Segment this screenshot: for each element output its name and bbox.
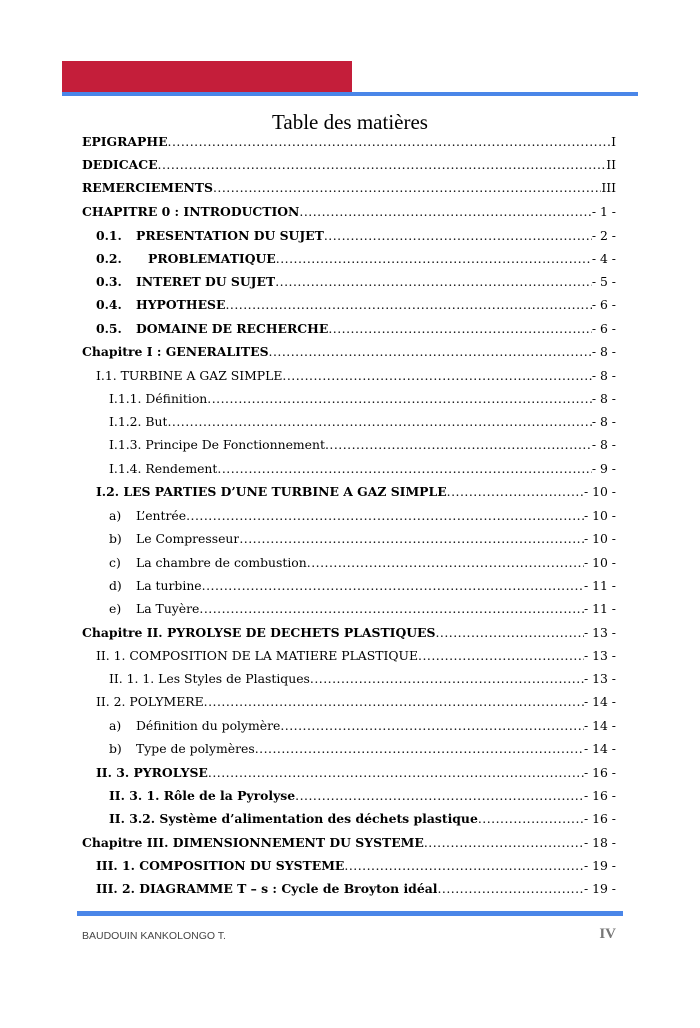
toc-entry-epigraphe[interactable]: EPIGRAPHE ..... I <box>82 134 616 150</box>
toc-entry-ii-1-1[interactable]: II. 1. 1. Les Styles de Plastiques ..... - 13 - <box>109 671 616 687</box>
toc-entry-ii-2-a[interactable]: a) Définition du polymère ..... - 14 - <box>109 718 616 734</box>
toc-entry-iii-2[interactable]: III. 2. DIAGRAMME T – s : Cycle de Broyton idéal ..... - 19 - <box>96 881 616 897</box>
toc-entry-ii-2-b[interactable]: b) Type de polymères ..... - 14 - <box>109 741 616 757</box>
footer-page-number: IV <box>599 926 616 942</box>
footer-author: BAUDOUIN KANKOLONGO T. <box>82 930 226 942</box>
toc-entry-chapitre-3[interactable]: Chapitre III. DIMENSIONNEMENT DU SYSTEME ..... - 18 - <box>82 835 616 851</box>
toc-entry-i-1-4[interactable]: I.1.4. Rendement ..... - 9 - <box>109 461 616 477</box>
toc-entry-i-2[interactable]: I.2. LES PARTIES D’UNE TURBINE A GAZ SIMPLE ..... - 10 - <box>96 484 616 500</box>
toc-entry-i-2-d[interactable]: d) La turbine ..... - 11 - <box>109 578 616 594</box>
footer-blue-rule <box>77 911 623 916</box>
toc-entry-0-1[interactable]: 0.1. PRESENTATION DU SUJET ..... - 2 - <box>96 228 616 244</box>
toc-entry-chapitre-1[interactable]: Chapitre I : GENERALITES ..... - 8 - <box>82 344 616 360</box>
toc-entry-0-3[interactable]: 0.3. INTERET DU SUJET ..... - 5 - <box>96 274 616 290</box>
toc-entry-ii-3-1[interactable]: II. 3. 1. Rôle de la Pyrolyse ..... - 16 - <box>109 788 616 804</box>
toc-entry-0-5[interactable]: 0.5. DOMAINE DE RECHERCHE ..... - 6 - <box>96 321 616 337</box>
toc-entry-chapitre-2[interactable]: Chapitre II. PYROLYSE DE DECHETS PLASTIQUES ..... - 13 - <box>82 625 616 641</box>
toc-entry-dedicace[interactable]: DEDICACE ..... II <box>82 157 616 173</box>
toc-entry-0-2[interactable]: 0.2. PROBLEMATIQUE ..... - 4 - <box>96 251 616 267</box>
toc-entry-chapitre-0[interactable]: CHAPITRE 0 : INTRODUCTION ..... - 1 - <box>82 204 616 220</box>
toc-entry-i-1[interactable]: I.1. TURBINE A GAZ SIMPLE ..... - 8 - <box>96 368 616 384</box>
toc-entry-ii-2[interactable]: II. 2. POLYMERE ..... - 14 - <box>96 694 616 710</box>
toc-entry-i-1-1[interactable]: I.1.1. Définition ..... - 8 - <box>109 391 616 407</box>
toc-entry-ii-3[interactable]: II. 3. PYROLYSE ..... - 16 - <box>96 765 616 781</box>
toc-entry-i-2-e[interactable]: e) La Tuyère ..... - 11 - <box>109 601 616 617</box>
toc-entry-ii-3-2[interactable]: II. 3.2. Système d’alimentation des déchets plastique ..... - 16 - <box>109 811 616 827</box>
toc-entry-0-4[interactable]: 0.4. HYPOTHESE ..... - 6 - <box>96 297 616 313</box>
toc-title: Table des matières <box>272 110 428 134</box>
toc-entry-i-2-a[interactable]: a) L’entrée ..... - 10 - <box>109 508 616 524</box>
toc-entry-i-2-c[interactable]: c) La chambre de combustion ..... - 10 - <box>109 555 616 571</box>
toc-entry-iii-1[interactable]: III. 1. COMPOSITION DU SYSTEME ..... - 19 - <box>96 858 616 874</box>
toc-entry-i-1-3[interactable]: I.1.3. Principe De Fonctionnement ..... - 8 - <box>109 437 616 453</box>
toc-entry-i-1-2[interactable]: I.1.2. But ..... - 8 - <box>109 414 616 430</box>
toc-entry-remerciements[interactable]: REMERCIEMENTS ..... III <box>82 180 616 196</box>
toc-entry-i-2-b[interactable]: b) Le Compresseur ..... - 10 - <box>109 531 616 547</box>
toc-entry-ii-1[interactable]: II. 1. COMPOSITION DE LA MATIERE PLASTIQUE ..... - 13 - <box>96 648 616 664</box>
